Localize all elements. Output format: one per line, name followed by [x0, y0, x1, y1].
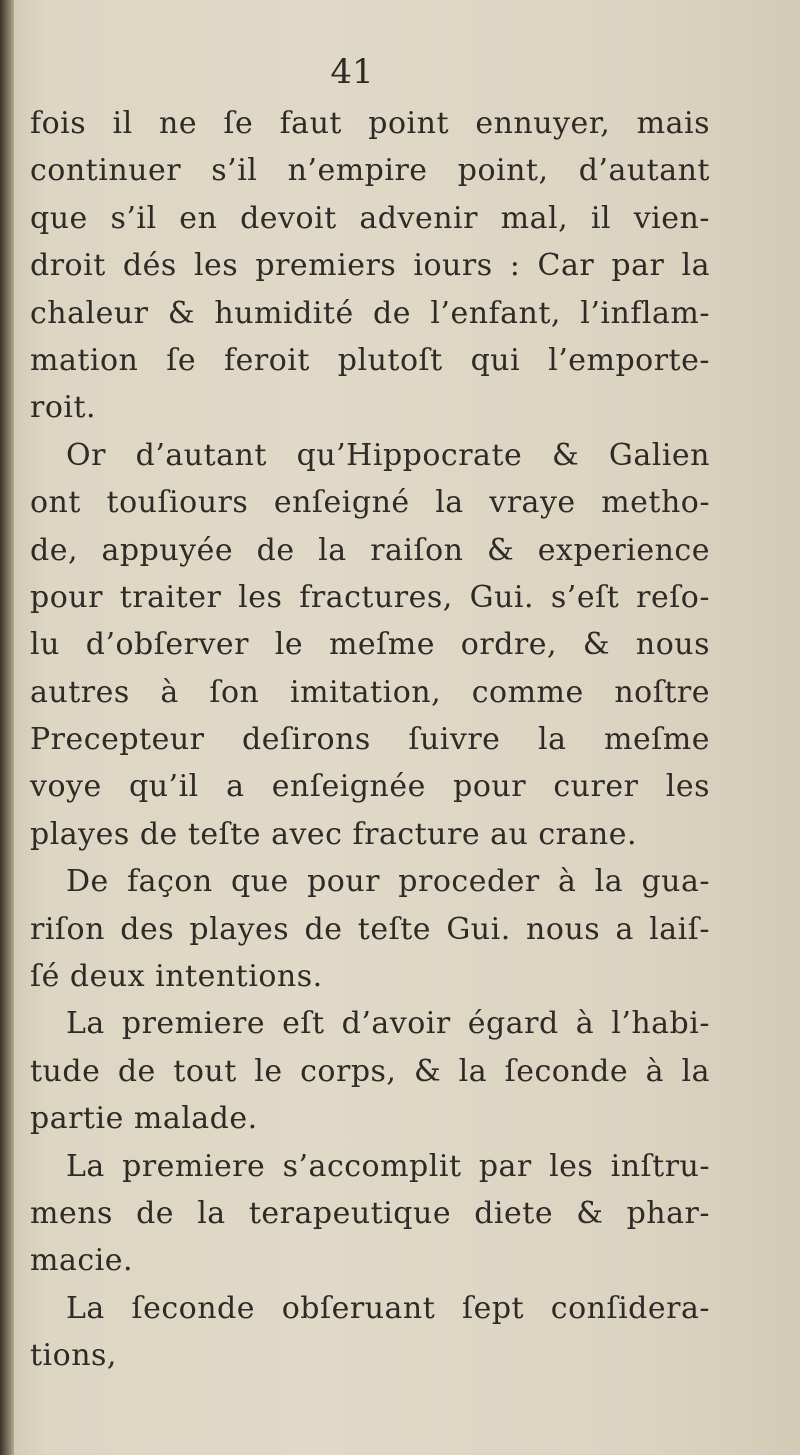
- text-line: tions,: [30, 1338, 117, 1374]
- text-line: La premiere eſt d’avoir égard à l’habi-: [66, 1006, 710, 1042]
- text-line: Precepteur deſirons ſuivre la meſme: [30, 722, 710, 758]
- text-line: voye qu’il a enſeignée pour curer les: [30, 769, 710, 805]
- text-line: La premiere s’accomplit par les inſtru-: [66, 1148, 710, 1184]
- text-line: fois il ne ſe faut point ennuyer, mais: [30, 106, 710, 141]
- text-line: que s’il en devoit advenir mal, il vien-: [30, 200, 710, 236]
- text-line: De façon que pour proceder à la gua-: [66, 864, 710, 900]
- text-line: tude de tout le corps, & la ſeconde à la: [30, 1053, 710, 1089]
- text-line: mation ſe feroit plutoſt qui l’emporte-: [30, 342, 710, 378]
- text-line: partie malade.: [30, 1101, 258, 1137]
- text-line: riſon des playes de teſte Gui. nous a laiſ-: [30, 911, 710, 947]
- text-line: La ſeconde obſeruant ſept conſidera-: [66, 1290, 710, 1326]
- page-number: 41: [330, 52, 374, 92]
- text-line: chaleur & humidité de l’enfant, l’inflam-: [30, 295, 710, 331]
- text-line: pour traiter les fractures, Gui. s’eſt reſo-: [30, 579, 710, 615]
- text-line: macie.: [30, 1243, 134, 1279]
- text-line: ſé deux intentions.: [30, 959, 323, 995]
- text-line: lu d’obſerver le meſme ordre, & nous: [30, 627, 710, 663]
- text-line: droit dés les premiers iours : Car par la: [30, 248, 710, 284]
- text-line: mens de la terapeutique diete & phar-: [30, 1195, 710, 1231]
- text-line: playes de teſte avec fracture au crane.: [30, 816, 638, 852]
- text-line: Or d’autant qu’Hippocrate & Galien: [66, 437, 710, 473]
- text-line: roit.: [30, 390, 97, 426]
- text-line: continuer s’il n’empire point, d’autant: [30, 153, 710, 189]
- text-line: ont touſiours enſeigné la vraye metho-: [30, 485, 710, 521]
- text-line: autres à ſon imitation, comme noſtre: [30, 674, 710, 710]
- text-line: de, appuyée de la raiſon & experience: [30, 532, 710, 568]
- page-gutter-shadow: [0, 0, 14, 1455]
- body-text: [30, 100, 710, 1380]
